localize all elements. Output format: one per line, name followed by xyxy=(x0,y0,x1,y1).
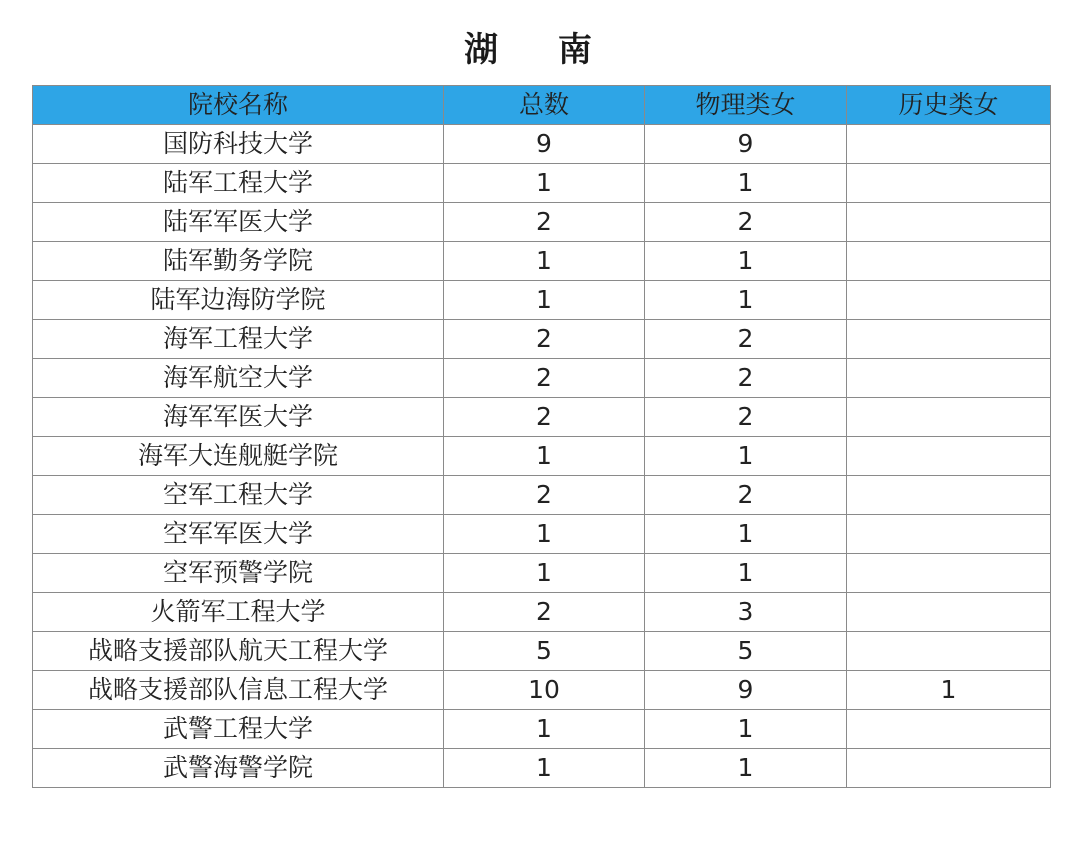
total-cell: 1 xyxy=(444,281,645,320)
total-cell: 1 xyxy=(444,242,645,281)
total-cell: 1 xyxy=(444,749,645,788)
admissions-table xyxy=(32,85,1051,788)
physics-female-cell: 1 xyxy=(645,515,847,554)
physics-female-cell: 1 xyxy=(645,437,847,476)
table-row xyxy=(33,398,1051,437)
school-name-cell: 国防科技大学 xyxy=(33,125,444,164)
table-row xyxy=(33,632,1051,671)
total-cell: 10 xyxy=(444,671,645,710)
physics-female-cell: 2 xyxy=(645,203,847,242)
table-row xyxy=(33,281,1051,320)
header-history-female: 历史类女 xyxy=(847,86,1051,125)
total-cell: 2 xyxy=(444,398,645,437)
table-header-row xyxy=(33,86,1051,125)
history-female-cell xyxy=(847,515,1051,554)
school-name-cell: 海军军医大学 xyxy=(33,398,444,437)
physics-female-cell: 1 xyxy=(645,710,847,749)
history-female-cell: 1 xyxy=(847,671,1051,710)
total-cell: 1 xyxy=(444,515,645,554)
history-female-cell xyxy=(847,710,1051,749)
total-cell: 5 xyxy=(444,632,645,671)
table-row xyxy=(33,359,1051,398)
total-cell: 1 xyxy=(444,164,645,203)
total-cell: 9 xyxy=(444,125,645,164)
physics-female-cell: 1 xyxy=(645,281,847,320)
school-name-cell: 空军工程大学 xyxy=(33,476,444,515)
school-name-cell: 海军工程大学 xyxy=(33,320,444,359)
table-body xyxy=(33,125,1051,788)
history-female-cell xyxy=(847,398,1051,437)
history-female-cell xyxy=(847,359,1051,398)
school-name-cell: 海军大连舰艇学院 xyxy=(33,437,444,476)
school-name-cell: 空军预警学院 xyxy=(33,554,444,593)
history-female-cell xyxy=(847,632,1051,671)
history-female-cell xyxy=(847,593,1051,632)
school-name-cell: 火箭军工程大学 xyxy=(33,593,444,632)
school-name-cell: 战略支援部队信息工程大学 xyxy=(33,671,444,710)
table-row xyxy=(33,437,1051,476)
table-row xyxy=(33,320,1051,359)
school-name-cell: 战略支援部队航天工程大学 xyxy=(33,632,444,671)
history-female-cell xyxy=(847,203,1051,242)
history-female-cell xyxy=(847,281,1051,320)
school-name-cell: 武警工程大学 xyxy=(33,710,444,749)
table-row xyxy=(33,593,1051,632)
total-cell: 2 xyxy=(444,203,645,242)
physics-female-cell: 2 xyxy=(645,320,847,359)
school-name-cell: 空军军医大学 xyxy=(33,515,444,554)
school-name-cell: 陆军边海防学院 xyxy=(33,281,444,320)
physics-female-cell: 2 xyxy=(645,476,847,515)
history-female-cell xyxy=(847,476,1051,515)
school-name-cell: 陆军勤务学院 xyxy=(33,242,444,281)
table-row xyxy=(33,242,1051,281)
total-cell: 1 xyxy=(444,554,645,593)
page-title: 湖 南 xyxy=(464,30,616,70)
physics-female-cell: 9 xyxy=(645,671,847,710)
table-row xyxy=(33,125,1051,164)
physics-female-cell: 5 xyxy=(645,632,847,671)
table-row xyxy=(33,671,1051,710)
physics-female-cell: 3 xyxy=(645,593,847,632)
header-physics-female: 物理类女 xyxy=(645,86,847,125)
table-row xyxy=(33,749,1051,788)
physics-female-cell: 9 xyxy=(645,125,847,164)
school-name-cell: 海军航空大学 xyxy=(33,359,444,398)
table-row xyxy=(33,515,1051,554)
physics-female-cell: 2 xyxy=(645,359,847,398)
header-total: 总数 xyxy=(444,86,645,125)
history-female-cell xyxy=(847,437,1051,476)
total-cell: 2 xyxy=(444,593,645,632)
school-name-cell: 陆军工程大学 xyxy=(33,164,444,203)
total-cell: 1 xyxy=(444,437,645,476)
history-female-cell xyxy=(847,554,1051,593)
history-female-cell xyxy=(847,320,1051,359)
history-female-cell xyxy=(847,242,1051,281)
table-row xyxy=(33,710,1051,749)
physics-female-cell: 1 xyxy=(645,749,847,788)
total-cell: 2 xyxy=(444,320,645,359)
table-row xyxy=(33,203,1051,242)
table-row xyxy=(33,476,1051,515)
history-female-cell xyxy=(847,749,1051,788)
physics-female-cell: 1 xyxy=(645,242,847,281)
physics-female-cell: 1 xyxy=(645,164,847,203)
physics-female-cell: 1 xyxy=(645,554,847,593)
physics-female-cell: 2 xyxy=(645,398,847,437)
history-female-cell xyxy=(847,125,1051,164)
table-row xyxy=(33,164,1051,203)
table-row xyxy=(33,554,1051,593)
header-school-name: 院校名称 xyxy=(33,86,444,125)
total-cell: 1 xyxy=(444,710,645,749)
total-cell: 2 xyxy=(444,476,645,515)
school-name-cell: 武警海警学院 xyxy=(33,749,444,788)
school-name-cell: 陆军军医大学 xyxy=(33,203,444,242)
history-female-cell xyxy=(847,164,1051,203)
total-cell: 2 xyxy=(444,359,645,398)
